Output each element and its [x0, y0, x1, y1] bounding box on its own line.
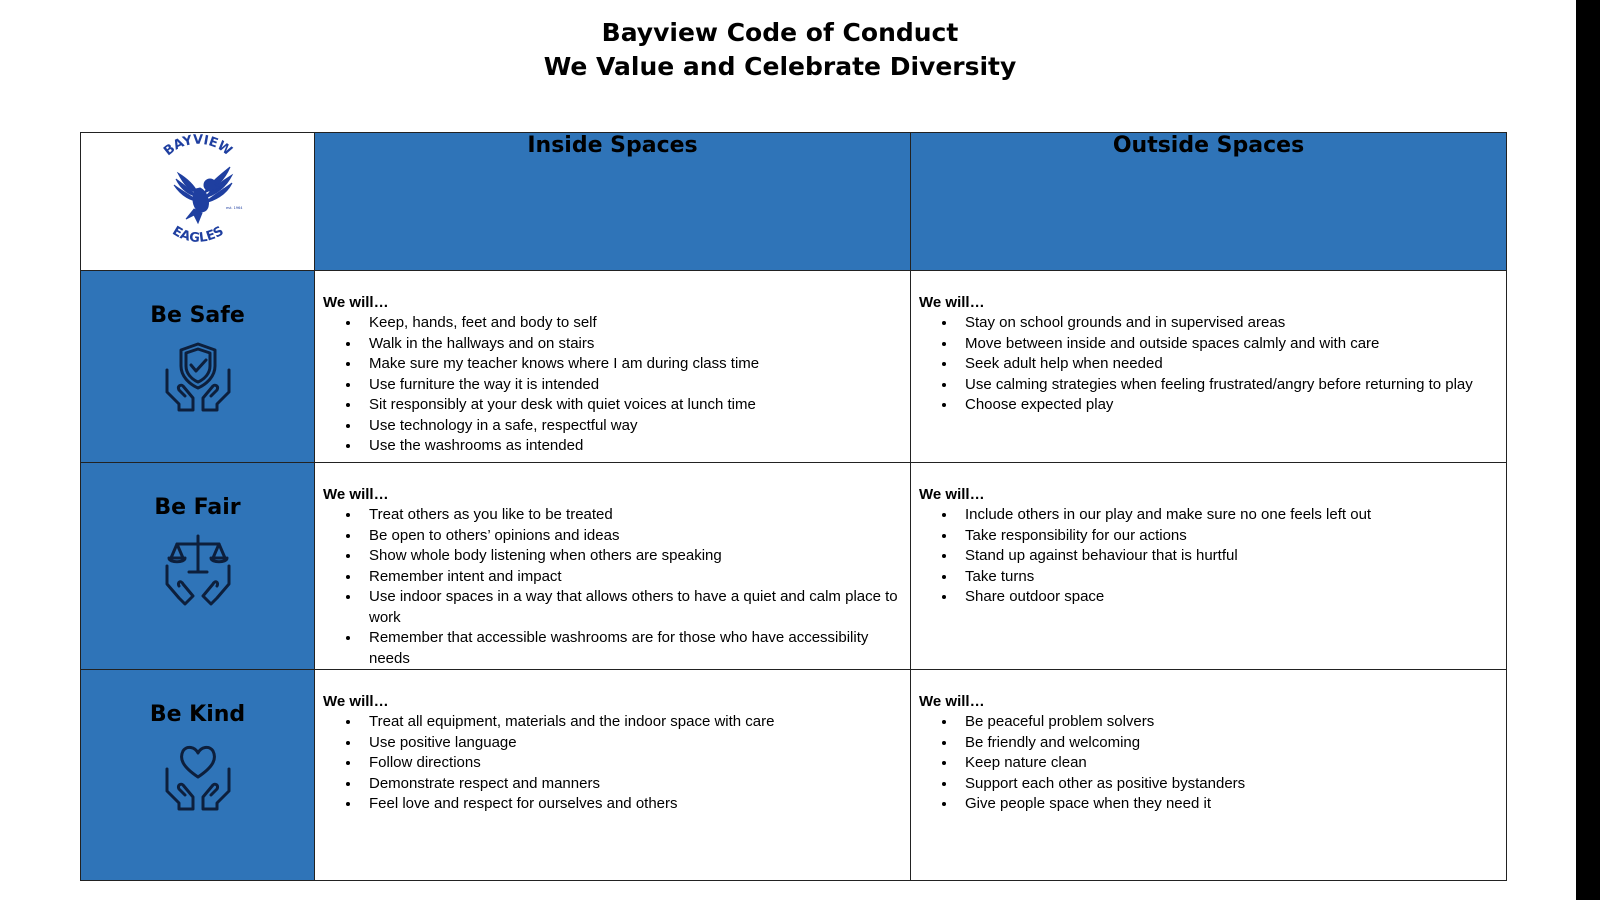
list-item: • Sit responsibly at your desk with quiet voices at lunch time — [361, 395, 902, 416]
cell-be-safe-outside — [911, 271, 1507, 463]
list-item: • Feel love and respect for ourselves and others — [361, 794, 902, 815]
list-item: • Keep, hands, feet and body to self — [361, 313, 902, 334]
rule-list — [919, 712, 1498, 815]
rule-list — [919, 313, 1498, 416]
list-item: • Seek adult help when needed — [957, 354, 1498, 375]
column-header-inside: Inside Spaces — [315, 133, 911, 271]
cell-be-fair-inside — [315, 463, 911, 670]
list-item: • Demonstrate respect and manners — [361, 774, 902, 795]
list-item: • Include others in our play and make sure no one feels left out — [957, 505, 1498, 526]
code-of-conduct-table — [80, 132, 1507, 881]
list-item: • Remember intent and impact — [361, 567, 902, 588]
list-item: • Keep nature clean — [957, 753, 1498, 774]
page-subtitle: We Value and Celebrate Diversity — [543, 52, 1017, 81]
cell-be-kind-outside — [911, 670, 1507, 881]
value-title: Be Kind — [149, 702, 246, 727]
list-item: • Make sure my teacher knows where I am during class time — [361, 354, 902, 375]
lead-text: We will… — [323, 486, 389, 503]
list-item: • Treat all equipment, materials and the indoor space with care — [361, 712, 902, 733]
page-title: Bayview Code of Conduct — [601, 18, 959, 47]
row-be-fair — [81, 463, 1507, 670]
shield-hands-icon — [161, 340, 235, 419]
lead-text: We will… — [919, 294, 985, 311]
list-item: • Support each other as positive bystanders — [957, 774, 1498, 795]
scales-hands-icon — [161, 532, 235, 611]
lead-text: We will… — [919, 486, 985, 503]
list-item: • Move between inside and outside spaces calmly and with care — [957, 334, 1498, 355]
list-item: • Be peaceful problem solvers — [957, 712, 1498, 733]
column-header-outside: Outside Spaces — [911, 133, 1507, 271]
lead-text: We will… — [323, 693, 389, 710]
lead-text: We will… — [919, 693, 985, 710]
list-item: • Give people space when they need it — [957, 794, 1498, 815]
rule-list — [323, 505, 902, 669]
list-item: • Use positive language — [361, 733, 902, 754]
list-item: • Use the washrooms as intended — [361, 436, 902, 457]
bayview-eagles-logo — [148, 133, 248, 249]
rule-list — [919, 505, 1498, 608]
value-cell-be-safe — [81, 271, 315, 463]
row-be-safe — [81, 271, 1507, 463]
value-title: Be Safe — [150, 303, 245, 328]
row-be-kind — [81, 670, 1507, 881]
list-item: • Follow directions — [361, 753, 902, 774]
list-item: • Use furniture the way it is intended — [361, 375, 902, 396]
header-row — [81, 133, 1507, 271]
list-item: • Take turns — [957, 567, 1498, 588]
list-item: • Be friendly and welcoming — [957, 733, 1498, 754]
value-cell-be-fair — [81, 463, 315, 670]
svg-text:BAYVIEW: BAYVIEW — [160, 133, 235, 160]
svg-text:EAGLES: EAGLES — [169, 223, 226, 246]
list-item: • Stand up against behaviour that is hurtful — [957, 546, 1498, 567]
list-item: • Show whole body listening when others are speaking — [361, 546, 902, 567]
document-titles — [0, 16, 1560, 84]
cell-be-safe-inside — [315, 271, 911, 463]
list-item: • Remember that accessible washrooms are for those who have accessibility needs — [361, 628, 902, 669]
svg-text:est. 1964: est. 1964 — [225, 206, 242, 210]
right-edge-bar — [1576, 0, 1600, 900]
list-item: • Use calming strategies when feeling frustrated/angry before returning to play — [957, 375, 1498, 396]
value-title: Be Fair — [154, 495, 241, 520]
list-item: • Stay on school grounds and in supervised areas — [957, 313, 1498, 334]
list-item: • Use technology in a safe, respectful way — [361, 416, 902, 437]
logo-cell — [81, 133, 315, 271]
list-item: • Take responsibility for our actions — [957, 526, 1498, 547]
list-item: • Use indoor spaces in a way that allows others to have a quiet and calm place to work — [361, 587, 902, 628]
list-item: • Be open to others’ opinions and ideas — [361, 526, 902, 547]
rule-list — [323, 313, 902, 457]
cell-be-fair-outside — [911, 463, 1507, 670]
list-item: • Treat others as you like to be treated — [361, 505, 902, 526]
lead-text: We will… — [323, 294, 389, 311]
list-item: • Choose expected play — [957, 395, 1498, 416]
rule-list — [323, 712, 902, 815]
heart-hands-icon — [161, 739, 235, 818]
cell-be-kind-inside — [315, 670, 911, 881]
value-cell-be-kind — [81, 670, 315, 881]
list-item: • Share outdoor space — [957, 587, 1498, 608]
list-item: • Walk in the hallways and on stairs — [361, 334, 902, 355]
